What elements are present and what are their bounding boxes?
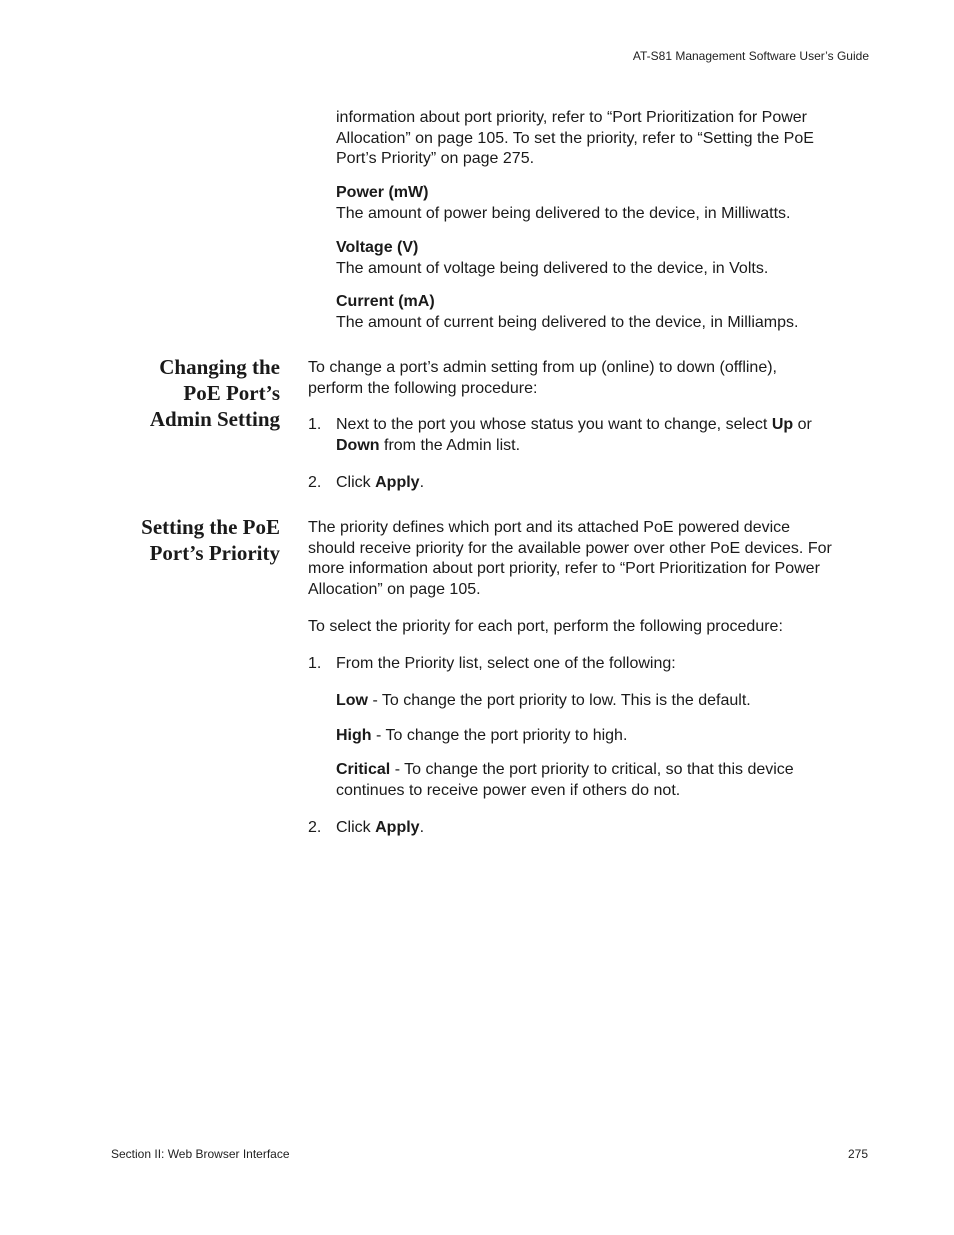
paragraph-line: To change a port’s admin setting from up (online) to down (offline), xyxy=(308,359,777,376)
priority-option-high xyxy=(336,726,627,747)
priority-option-low xyxy=(336,691,751,712)
admin-step-2 xyxy=(308,473,868,495)
heading-line: Changing the xyxy=(159,355,280,379)
footer-section: Section II: Web Browser Interface xyxy=(111,1147,290,1161)
heading-line: Port’s Priority xyxy=(149,541,280,565)
heading-line: Setting the PoE xyxy=(141,515,280,539)
definition-term: Current (mA) xyxy=(336,293,435,310)
paragraph-line: Allocation” on page 105. xyxy=(308,580,481,598)
admin-step-1 xyxy=(308,415,868,457)
definition-current xyxy=(336,292,798,333)
definition-description: The amount of power being delivered to the device, in Milliwatts. xyxy=(336,204,791,222)
running-header: AT-S81 Management Software User’s Guide xyxy=(632,49,869,63)
paragraph-line: should receive priority for the available power over other PoE devices. For xyxy=(308,539,832,557)
paragraph-line: To select the priority for each port, perform the following procedure: xyxy=(308,618,783,635)
heading-line: Admin Setting xyxy=(149,407,280,431)
option-term: Critical xyxy=(336,761,391,778)
intro-line: Port’s Priority” on page 275. xyxy=(336,150,535,167)
step-text-part: from the Admin list. xyxy=(379,436,521,454)
priority-step-1 xyxy=(308,654,868,676)
section-heading-priority xyxy=(141,514,280,566)
step-text-part: . xyxy=(419,474,425,491)
intro-line: information about port priority, refer to “Port Prioritization for Power xyxy=(336,109,807,126)
paragraph-line: perform the following procedure: xyxy=(308,379,538,397)
apply-label: Apply xyxy=(375,474,420,491)
paragraph-line: more information about port priority, refer to “Port Prioritization for Power xyxy=(308,560,820,577)
step-text-part: Click xyxy=(336,474,376,491)
step-text xyxy=(336,818,424,839)
priority-option-critical xyxy=(336,760,794,801)
step-text-part: Next to the port you whose status you want to change, select xyxy=(336,416,772,433)
step-text xyxy=(336,415,812,456)
paragraph-line: The priority defines which port and its attached PoE powered device xyxy=(308,519,791,536)
definition-term: Voltage (V) xyxy=(336,239,419,256)
step-text-part: Click xyxy=(336,819,376,836)
option-description: continues to receive power even if others do not. xyxy=(336,781,681,799)
option-up: Up xyxy=(771,416,794,433)
step-number: 2. xyxy=(308,474,322,491)
option-down: Down xyxy=(336,436,380,454)
option-description: - To change the port priority to high. xyxy=(371,727,628,744)
definition-term: Power (mW) xyxy=(336,184,429,201)
step-number: 1. xyxy=(308,655,322,672)
admin-paragraph xyxy=(308,358,777,399)
step-number: 1. xyxy=(308,416,322,433)
option-term: Low xyxy=(336,692,368,709)
priority-step-2 xyxy=(308,818,868,840)
definition-voltage xyxy=(336,238,768,279)
intro-paragraph xyxy=(336,108,814,170)
option-description: - To change the port priority to critical, so that this device xyxy=(390,761,794,778)
step-text-part: or xyxy=(793,416,812,433)
intro-line: Allocation” on page 105. To set the priority, refer to “Setting the PoE xyxy=(336,129,814,147)
step-number: 2. xyxy=(308,819,322,836)
page-number: 275 xyxy=(847,1147,868,1161)
priority-procedure-intro xyxy=(308,617,783,638)
step-text: From the Priority list, select one of the following: xyxy=(336,655,676,672)
option-description: - To change the port priority to low. This is the default. xyxy=(368,692,751,709)
step-text-part: . xyxy=(419,819,425,836)
step-text xyxy=(336,473,424,494)
priority-paragraph xyxy=(308,518,832,600)
apply-label: Apply xyxy=(375,819,420,836)
definition-description: The amount of voltage being delivered to the device, in Volts. xyxy=(336,259,769,277)
option-term: High xyxy=(336,727,372,744)
definition-description: The amount of current being delivered to the device, in Milliamps. xyxy=(336,313,799,331)
heading-line: PoE Port’s xyxy=(183,381,280,405)
definition-power xyxy=(336,183,790,224)
section-heading-admin xyxy=(150,354,280,432)
